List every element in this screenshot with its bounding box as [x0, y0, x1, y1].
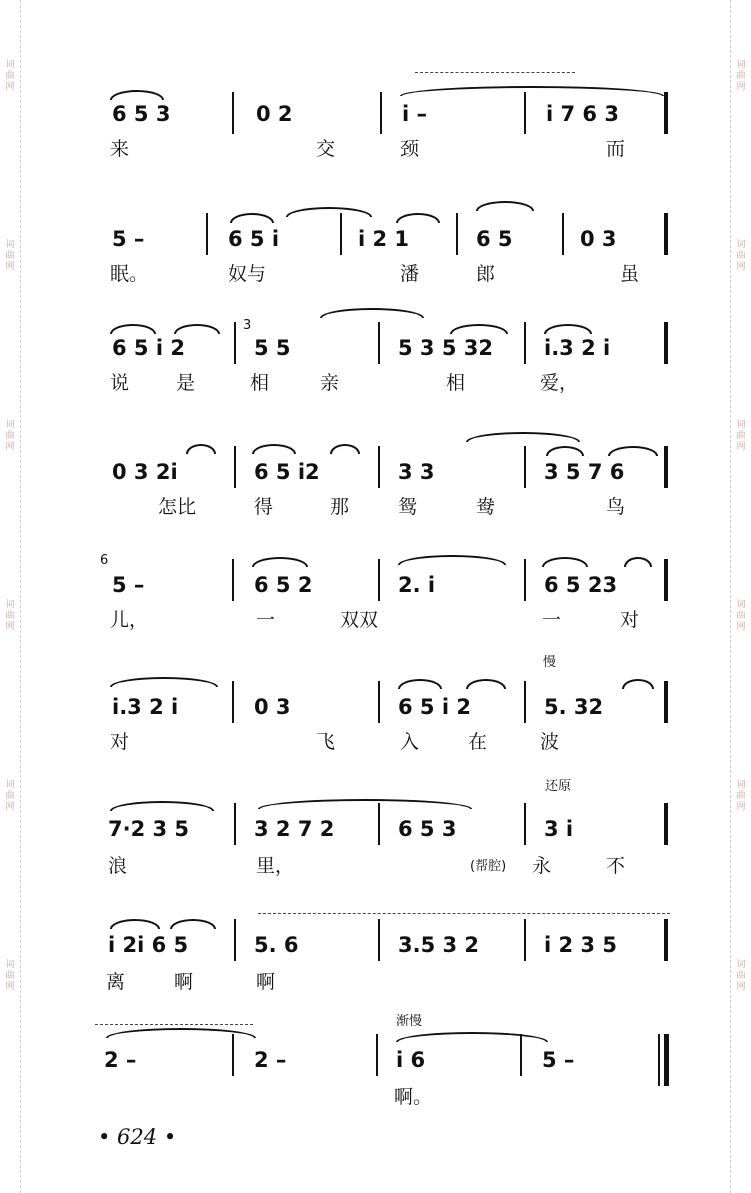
lyric: 眠。	[110, 263, 149, 285]
measure-notes: i 6	[396, 1048, 426, 1072]
slur	[476, 201, 534, 211]
barline	[524, 322, 526, 364]
watermark-text: 词曲网	[5, 60, 15, 92]
slur-line	[415, 72, 575, 74]
measure-notes: i 2 3 5	[544, 933, 617, 957]
lyric: 而	[606, 138, 626, 160]
barline	[206, 213, 208, 255]
measure-notes: 3 i	[544, 817, 574, 841]
slur	[624, 557, 652, 567]
measure-notes: 6 5 i 2	[398, 695, 471, 719]
barline	[380, 92, 382, 134]
slur	[546, 446, 584, 456]
lyric: 浪	[108, 855, 128, 877]
barline	[232, 92, 234, 134]
slur	[110, 677, 218, 687]
measure-notes: 6 5 2	[254, 573, 313, 597]
score-row-7	[0, 775, 751, 895]
lyric: 啊	[174, 971, 194, 993]
lyric: 相	[250, 372, 270, 394]
measure-notes: 6 5 3	[398, 817, 457, 841]
measure-notes: 6 5 i2	[254, 460, 320, 484]
lyric: 一	[542, 609, 562, 631]
tempo-mark: 还原	[545, 779, 572, 794]
barline	[562, 213, 564, 255]
slur	[544, 324, 592, 334]
measure-notes: 6 5 i 2	[112, 336, 185, 360]
watermark-text: 词曲网	[736, 600, 746, 632]
slur	[466, 679, 506, 689]
slur-line	[95, 1024, 253, 1026]
score-row-6	[0, 655, 751, 775]
slur	[110, 90, 164, 100]
lyric: 郎	[476, 263, 496, 285]
measure-notes: 6 5 23	[544, 573, 618, 597]
lyric: 双双	[340, 609, 379, 631]
slur	[110, 801, 214, 811]
barline	[232, 559, 234, 601]
tie	[398, 555, 506, 565]
slur	[110, 919, 160, 929]
measure-notes: 0 3	[580, 227, 617, 251]
lyric: 得	[254, 496, 274, 518]
barline	[664, 213, 668, 255]
barline	[234, 919, 236, 961]
lyric: 爱，	[540, 372, 579, 394]
barline	[524, 681, 526, 723]
barline	[664, 446, 668, 488]
score-row-2	[0, 195, 751, 315]
score-row-8	[0, 905, 751, 1025]
score-row-9	[0, 1010, 751, 1130]
slur	[252, 557, 308, 567]
measure-notes: i 2i 6 5	[108, 933, 189, 957]
measure-notes: 5 –	[542, 1048, 575, 1072]
lyric: 鸯	[476, 496, 496, 518]
lyric: 啊	[256, 971, 276, 993]
barline	[378, 681, 380, 723]
tempo-mark: 渐慢	[396, 1014, 423, 1029]
lyric: 一	[256, 609, 276, 631]
measure-notes: 3.5 3 2	[398, 933, 480, 957]
barline	[456, 213, 458, 255]
slur	[622, 679, 654, 689]
final-barline-thin	[658, 1034, 660, 1086]
slur	[330, 444, 360, 454]
watermark-text: 词曲网	[5, 780, 15, 812]
barline	[520, 1034, 522, 1076]
measure-notes: 5 –	[112, 573, 145, 597]
barline	[664, 559, 668, 601]
lyric: 那	[330, 496, 350, 518]
barline	[378, 559, 380, 601]
lyric: 里，	[256, 855, 295, 877]
watermark-text: 词曲网	[5, 600, 15, 632]
grace-note: 6	[100, 553, 109, 568]
measure-notes: 5 3 5 32	[398, 336, 493, 360]
slur	[174, 324, 220, 334]
lyric: 儿，	[110, 609, 149, 631]
lyric: 说	[110, 372, 130, 394]
measure-notes: 6 5	[476, 227, 513, 251]
tie	[396, 1032, 548, 1042]
measure-notes: 5. 6	[254, 933, 299, 957]
measure-notes: 3 5 7 6	[544, 460, 625, 484]
measure-notes: 5. 32	[544, 695, 604, 719]
barline	[664, 803, 668, 845]
barline	[664, 92, 668, 134]
slur	[170, 919, 216, 929]
watermark-text: 词曲网	[5, 420, 15, 452]
score-row-1	[0, 70, 751, 190]
lyric: 怎比	[158, 496, 197, 518]
measure-notes: i 7 6 3	[546, 102, 619, 126]
barline	[378, 919, 380, 961]
barline	[376, 1034, 378, 1076]
score-row-3	[0, 300, 751, 420]
barline	[378, 322, 380, 364]
barline	[340, 213, 342, 255]
score-row-4	[0, 430, 751, 550]
barline	[234, 322, 236, 364]
lyric: 是	[176, 372, 196, 394]
barline	[232, 1034, 234, 1076]
page-number: • 624 •	[98, 1125, 177, 1149]
grace-note: 3	[243, 318, 252, 333]
watermark-text: 词曲网	[736, 780, 746, 812]
slur	[396, 213, 440, 223]
measure-notes: i –	[402, 102, 428, 126]
tie	[258, 799, 472, 809]
slur	[608, 446, 658, 456]
slur	[230, 213, 274, 223]
lyric: 对	[620, 609, 640, 631]
measure-notes: 3 2 7 2	[254, 817, 335, 841]
barline	[378, 446, 380, 488]
measure-notes: 0 3 2i	[112, 460, 178, 484]
lyric: 来	[110, 138, 130, 160]
lyric: 鸟	[606, 496, 626, 518]
slur	[252, 444, 296, 454]
watermark-text: 词曲网	[5, 240, 15, 272]
barline	[664, 681, 668, 723]
measure-notes: 0 2	[256, 102, 293, 126]
lyric: 离	[106, 971, 126, 993]
barline	[232, 681, 234, 723]
slur	[110, 324, 156, 334]
lyric: 奴与	[228, 263, 267, 285]
lyric-annotation: (帮腔)	[470, 859, 507, 874]
barline	[524, 919, 526, 961]
measure-notes: 5 –	[112, 227, 145, 251]
tempo-mark: 慢	[543, 655, 557, 670]
lyric: 鸳	[398, 496, 418, 518]
barline	[524, 803, 526, 845]
watermark-text: 词曲网	[736, 420, 746, 452]
watermark-text: 词曲网	[736, 960, 746, 992]
barline	[664, 322, 668, 364]
watermark-text: 词曲网	[5, 960, 15, 992]
lyric: 对	[110, 731, 130, 753]
lyric: 相	[446, 372, 466, 394]
lyric: 在	[468, 731, 488, 753]
measure-notes: 5 5	[254, 336, 291, 360]
barline	[664, 919, 668, 961]
measure-notes: 2. i	[398, 573, 436, 597]
measure-notes: 3 3	[398, 460, 435, 484]
barline	[378, 803, 380, 845]
score-row-5	[0, 545, 751, 665]
measure-notes: 6 5 i	[228, 227, 280, 251]
lyric: 潘	[400, 263, 420, 285]
slur	[450, 324, 508, 334]
lyric: 入	[400, 731, 420, 753]
lyric: 波	[540, 731, 560, 753]
lyric: 不	[606, 855, 626, 877]
slur	[542, 557, 588, 567]
slur	[398, 679, 442, 689]
measure-notes: 0 3	[254, 695, 291, 719]
measure-notes: 7·2 3 5	[108, 817, 190, 841]
measure-notes: 2 –	[104, 1048, 137, 1072]
watermark-text: 词曲网	[736, 60, 746, 92]
lyric: 虽	[620, 263, 640, 285]
lyric: 永	[532, 855, 552, 877]
tie	[400, 86, 664, 96]
barline	[234, 803, 236, 845]
barline	[524, 446, 526, 488]
lyric: 亲	[320, 372, 340, 394]
tie	[466, 432, 580, 442]
tie	[286, 207, 372, 217]
watermark-text: 词曲网	[736, 240, 746, 272]
measure-notes: 6 5 3	[112, 102, 171, 126]
tie	[320, 308, 424, 318]
measure-notes: i.3 2 i	[112, 695, 179, 719]
slur	[186, 444, 216, 454]
lyric: 啊。	[394, 1086, 433, 1108]
measure-notes: 2 –	[254, 1048, 287, 1072]
lyric: 交	[316, 138, 336, 160]
slur-line	[258, 913, 670, 915]
measure-notes: i.3 2 i	[544, 336, 611, 360]
lyric: 飞	[316, 731, 336, 753]
final-barline-thick	[664, 1034, 669, 1086]
barline	[524, 92, 526, 134]
lyric: 颈	[400, 138, 420, 160]
barline	[234, 446, 236, 488]
barline	[524, 559, 526, 601]
measure-notes: i 2 1	[358, 227, 410, 251]
